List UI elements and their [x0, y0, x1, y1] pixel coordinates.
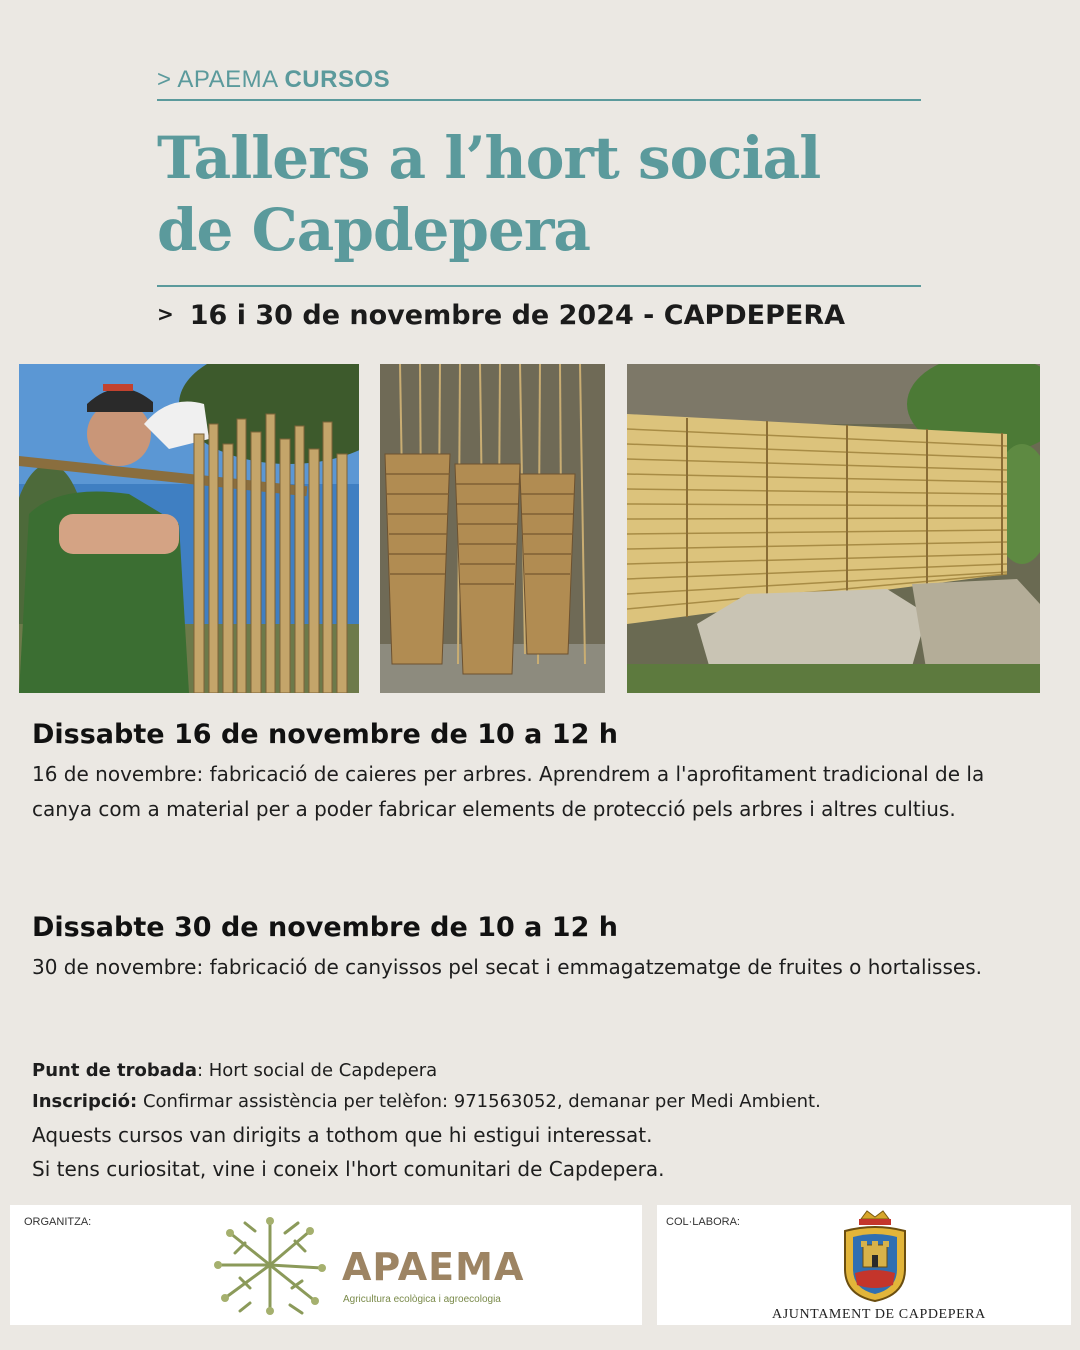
- session-2-heading: Dissabte 30 de novembre de 10 a 12 h: [32, 912, 618, 943]
- audience-text: Aquests cursos van dirigits a tothom que hi estigui interessat.: [32, 1123, 653, 1147]
- apaema-tagline: Agricultura ecològica i agroecologia: [343, 1294, 501, 1305]
- collaborator-label: COL·LABORA:: [666, 1216, 740, 1228]
- meeting-label: Punt de trobada: [32, 1060, 197, 1081]
- apaema-wordmark: APAEMA: [342, 1245, 525, 1289]
- title-divider: [157, 285, 921, 287]
- apaema-leaf-icon: [210, 1213, 330, 1317]
- kicker: [157, 66, 390, 94]
- organizer-box: [10, 1205, 642, 1325]
- title-line-2: de Capdepera: [157, 196, 590, 264]
- collaborator-name: AJUNTAMENT DE CAPDEPERA: [772, 1307, 986, 1322]
- registration-label: Inscripció:: [32, 1091, 138, 1112]
- meeting-value: : Hort social de Capdepera: [196, 1060, 438, 1081]
- date-text: 16 i 30 de novembre de 2024 - CAPDEPERA: [189, 300, 846, 331]
- photo-cane-panel: [627, 364, 1040, 693]
- kicker-bold: CURSOS: [284, 66, 391, 93]
- page-title: [157, 122, 957, 266]
- invitation-text: Si tens curiositat, vine i coneix l'hort comunitari de Capdepera.: [32, 1157, 665, 1181]
- session-1-description: 16 de novembre: fabricació de caieres per arbres. Aprendrem a l'aprofitament tradicional de la canya com a material per a poder fabricar elements de protecció pels arbres i altres cultius.: [32, 762, 985, 821]
- date-line: [157, 300, 845, 331]
- photo-man-with-canes: [19, 364, 359, 693]
- chevron-right-icon: >: [157, 302, 174, 326]
- collaborator-box: [657, 1205, 1071, 1325]
- session-1-heading: Dissabte 16 de novembre de 10 a 12 h: [32, 719, 618, 750]
- title-line-1: Tallers a l’hort social: [157, 124, 821, 192]
- photo-woven-tree-guards: [380, 364, 605, 693]
- kicker-prefix: > APAEMA: [157, 66, 278, 93]
- meeting-point: [32, 1060, 1052, 1081]
- top-divider: [157, 99, 921, 101]
- coat-of-arms-icon: [839, 1209, 911, 1305]
- registration-value: Confirmar assistència per telèfon: 971563052, demanar per Medi Ambient.: [137, 1091, 821, 1112]
- organizer-label: ORGANITZA:: [24, 1216, 92, 1228]
- session-2-description: 30 de novembre: fabricació de canyissos pel secat i emmagatzematge de fruites o hortalisses.: [32, 955, 982, 979]
- registration: [32, 1091, 1052, 1112]
